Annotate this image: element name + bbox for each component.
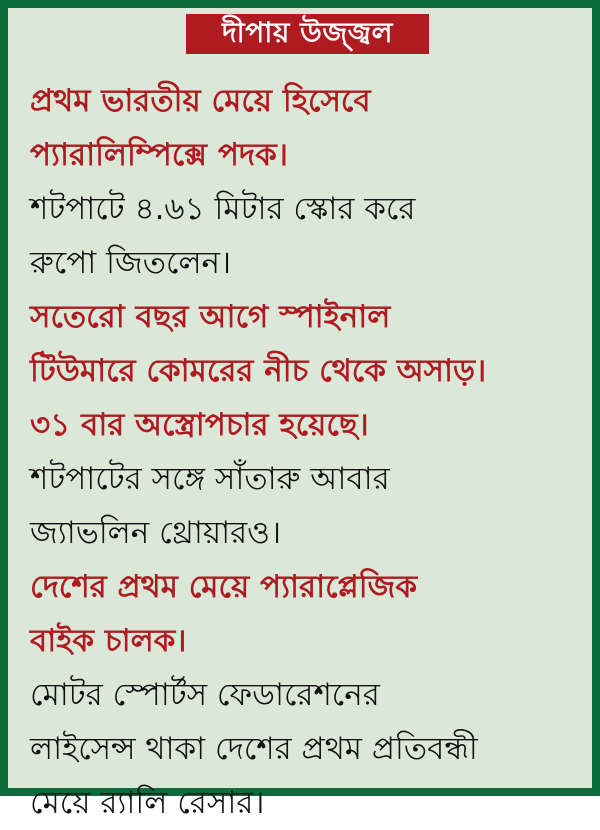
highlight-line: প্রথম ভারতীয় মেয়ে হিসেবে: [30, 83, 371, 119]
body-line: মেয়ে র‍্যালি রেসার।: [30, 785, 265, 821]
highlight-line: ৩১ বার অস্ত্রোপচার হয়েছে।: [30, 407, 369, 443]
highlight-line: দেশের প্রথম মেয়ে প্যারাপ্লেজিক: [30, 569, 418, 605]
highlight-line: সতেরো বছর আগে স্পাইনাল: [30, 299, 391, 335]
body-line: শটপাটের সঙ্গে সাঁতারু আবার: [30, 461, 390, 497]
highlight-line: প্যারালিম্পিক্সে পদক।: [30, 137, 288, 173]
body-line: শটপাটে ৪.৬১ মিটার স্কোর করে: [30, 191, 416, 227]
card-content: [30, 74, 592, 830]
highlight-line: টিউমারে কোমরের নীচ থেকে অসাড়।: [30, 353, 487, 389]
body-line: জ্যাভলিন থ্রোয়ারও।: [30, 515, 282, 551]
body-line: রুপো জিতলেন।: [30, 245, 232, 281]
title-banner: [186, 14, 429, 54]
page-title: দীপায় উজ্জ্বল: [221, 15, 394, 49]
body-line: মোটর স্পোর্টস ফেডারেশনের: [30, 677, 380, 713]
body-line: লাইসেন্স থাকা দেশের প্রথম প্রতিবন্ধী: [30, 731, 478, 767]
highlight-line: বাইক চালক।: [30, 623, 187, 659]
